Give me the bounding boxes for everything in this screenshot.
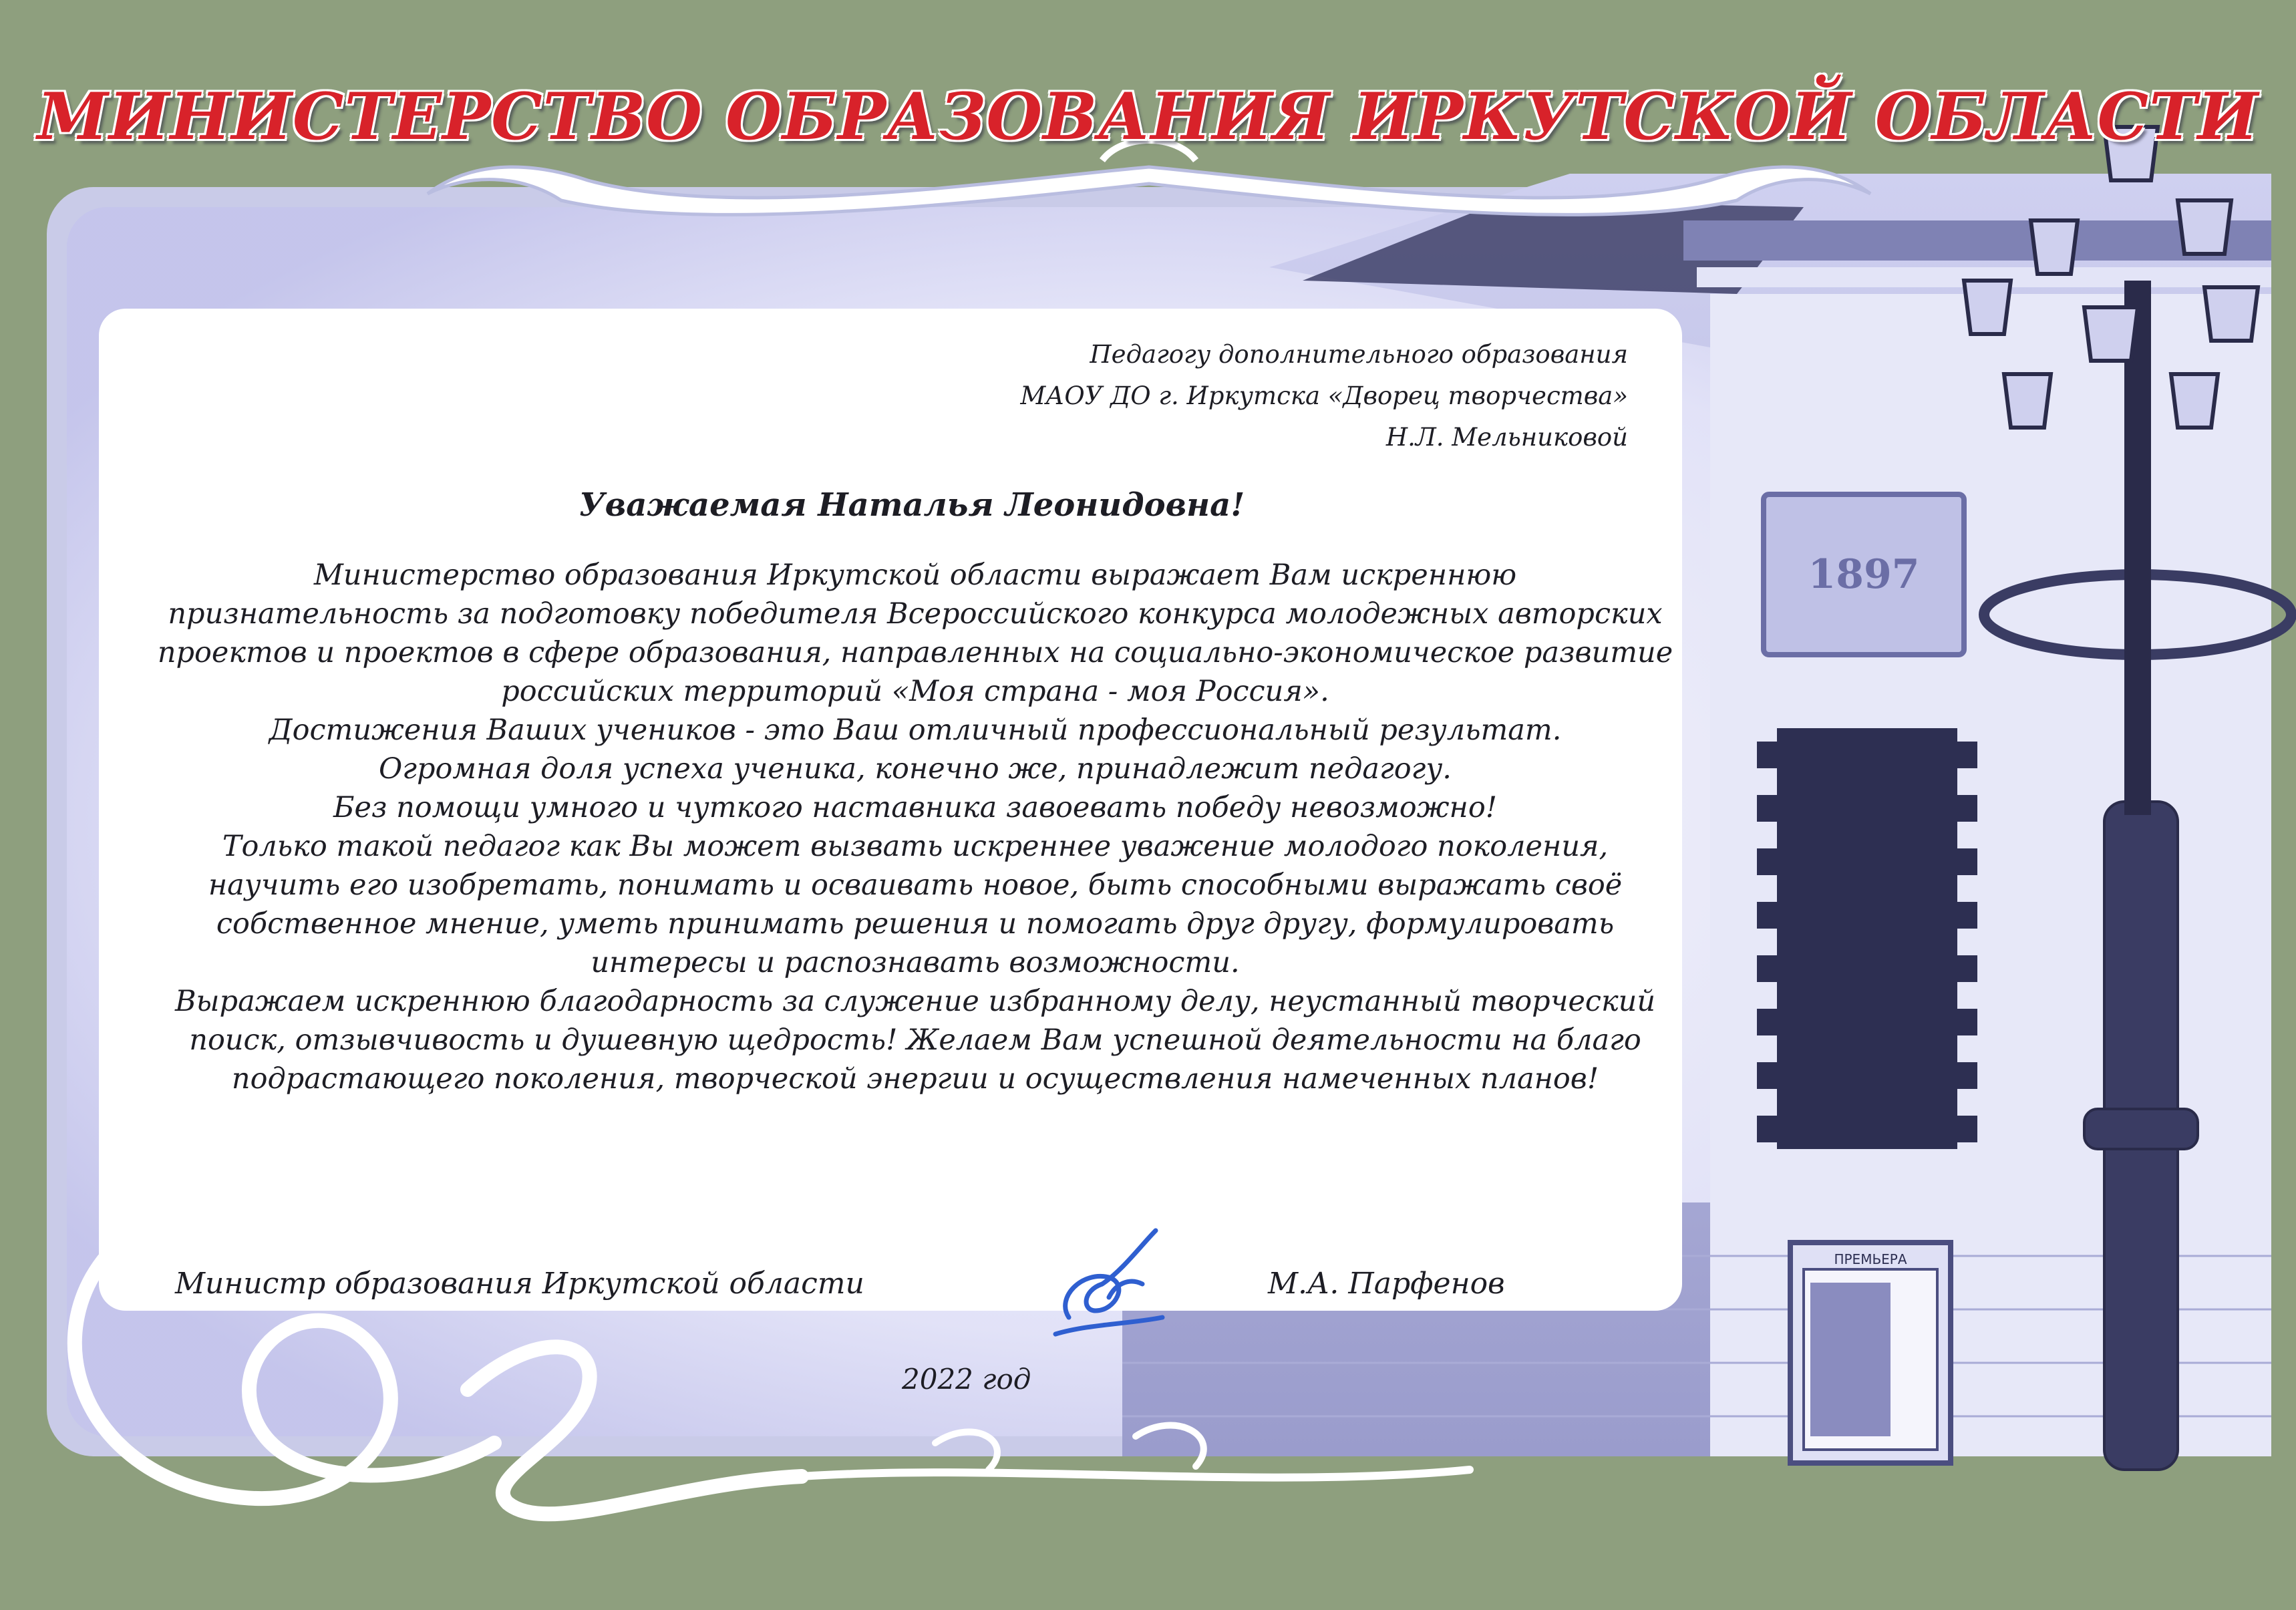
addressee-position: Педагогу дополнительного образования: [1090, 340, 1628, 369]
addressee-organization: МАОУ ДО г. Иркутска «Дворец творчества»: [1020, 381, 1628, 410]
body-line: признательность за подготовку победителя Всероссийского конкурса молодежных авторских: [168, 597, 1663, 631]
body-line: интересы и распознавать возможности.: [591, 946, 1240, 979]
body-line: Без помощи умного и чуткого наставника завоевать победу невозможно!: [333, 791, 1498, 824]
greeting: Уважаемая Наталья Леонидовна!: [579, 486, 1245, 524]
body-line: собственное мнение, уметь принимать решения и помогать друг другу, формулировать: [216, 907, 1615, 941]
body-line: российских территорий «Моя страна - моя Россия».: [501, 675, 1329, 708]
body-line: Достижения Ваших учеников - это Ваш отличный профессиональный результат.: [269, 713, 1562, 747]
body-line: Выражаем искреннюю благодарность за служение избранному делу, неустанный творческий: [174, 985, 1656, 1018]
addressee-name: Н.Л. Мельниковой: [1385, 423, 1628, 452]
document-year: 2022 год: [902, 1363, 1031, 1396]
body-line: Министерство образования Иркутской области выражает Вам искреннюю: [313, 558, 1517, 592]
body-line: Только такой педагог как Вы может вызвать искреннее уважение молодого поколения,: [222, 830, 1609, 863]
body-line: Огромная доля успеха ученика, конечно же, принадлежит педагогу.: [379, 752, 1452, 786]
poster-title: ПРЕМЬЕРА: [1834, 1251, 1907, 1267]
header-title: МИНИСТЕРСТВО ОБРАЗОВАНИЯ ИРКУТСКОЙ ОБЛАСТИ: [37, 79, 2259, 154]
signatory-role: Министр образования Иркутской области: [175, 1267, 864, 1301]
plaque-year: 1897: [1808, 551, 1920, 598]
handwritten-signature: [1042, 1217, 1169, 1344]
body-line: проектов и проектов в сфере образования, направленных на социально-экономическое развитие: [157, 636, 1673, 669]
signatory-name: М.А. Парфенов: [1268, 1267, 1505, 1301]
body-line: поиск, отзывчивость и душевную щедрость! Желаем Вам успешной деятельности на благо: [189, 1023, 1641, 1057]
body-line: подрастающего поколения, творческой энергии и осуществления намеченных планов!: [231, 1062, 1599, 1096]
addressee-block: [1020, 334, 1628, 458]
letter-body: [137, 556, 1693, 1098]
body-line: научить его изобретать, понимать и осваивать новое, быть способными выражать своё: [208, 868, 1623, 902]
